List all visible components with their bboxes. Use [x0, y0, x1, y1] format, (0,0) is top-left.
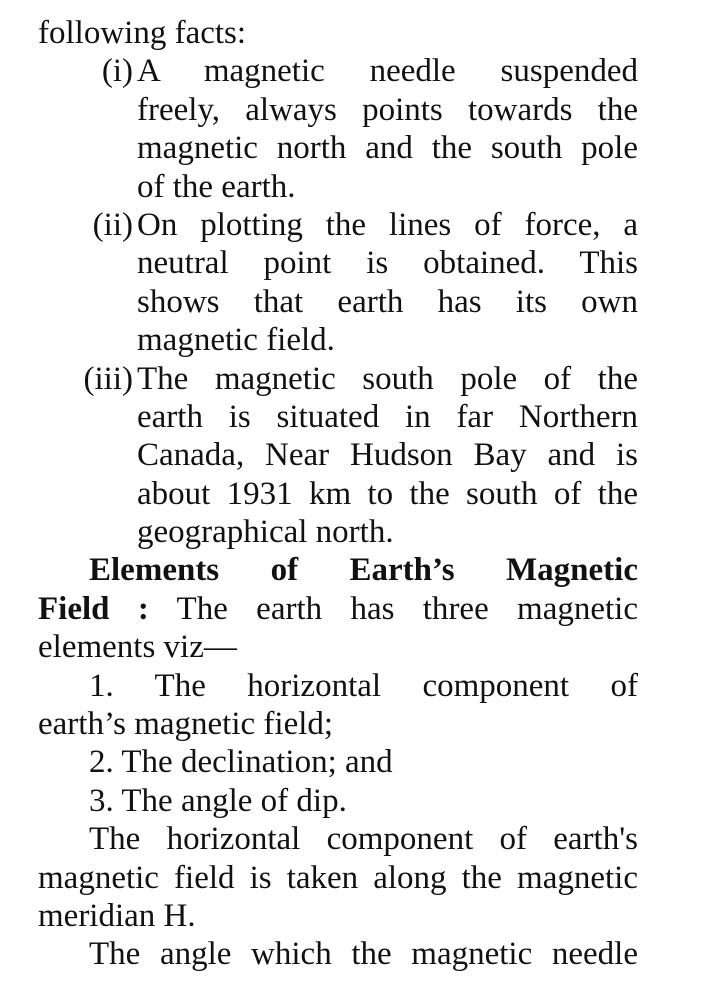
elements-intro-rest: The earth has three magnetic	[176, 590, 638, 627]
paragraph-line: magnetic field is taken along the magnetic	[38, 859, 638, 896]
fact-line: The magnetic south pole of the	[137, 360, 638, 397]
list-item-1: 1. The horizontal component of	[89, 667, 638, 704]
fact-line: neutral point is obtained. This	[137, 245, 638, 282]
document-page	[38, 14, 638, 974]
fact-line: A magnetic needle suspended	[137, 53, 638, 90]
fact-number: (ii)	[92, 206, 133, 243]
fact-number: (i)	[101, 53, 133, 90]
intro-text: following facts:	[38, 15, 247, 51]
fact-line: Canada, Near Hudson Bay and is	[137, 437, 638, 474]
fact-line: magnetic field.	[137, 322, 335, 359]
fact-line: shows that earth has its own	[137, 283, 638, 320]
paragraph-line: meridian H.	[38, 897, 196, 934]
elements-heading	[38, 551, 638, 589]
fact-line: On plotting the lines of force, a	[137, 206, 638, 243]
fact-line: earth is situated in far Northern	[137, 398, 638, 435]
elements-intro-line	[38, 590, 638, 628]
fact-line: magnetic north and the south pole	[137, 130, 638, 167]
fact-line: freely, always points towards the	[137, 91, 638, 128]
elements-heading-field: Field :	[38, 590, 149, 627]
fact-item-3	[38, 360, 638, 552]
fact-number: (iii)	[83, 360, 133, 397]
elements-intro-line: elements viz—	[38, 629, 237, 666]
list-item-2: 2. The declination; and	[89, 744, 393, 781]
fact-line: about 1931 km to the south of the	[137, 475, 638, 512]
fact-item-2	[38, 206, 638, 360]
paragraph-line: The horizontal component of earth's	[89, 821, 638, 858]
elements-heading-text: Elements of Earth’s Magnetic	[89, 552, 638, 589]
fact-line: geographical north.	[137, 514, 394, 551]
paragraph-line: The angle which the magnetic needle	[89, 936, 638, 973]
fact-item-1	[38, 52, 638, 206]
fact-line: of the earth.	[137, 168, 296, 205]
list-item-1-cont: earth’s magnetic field;	[38, 706, 334, 743]
list-item-3: 3. The angle of dip.	[89, 782, 347, 819]
